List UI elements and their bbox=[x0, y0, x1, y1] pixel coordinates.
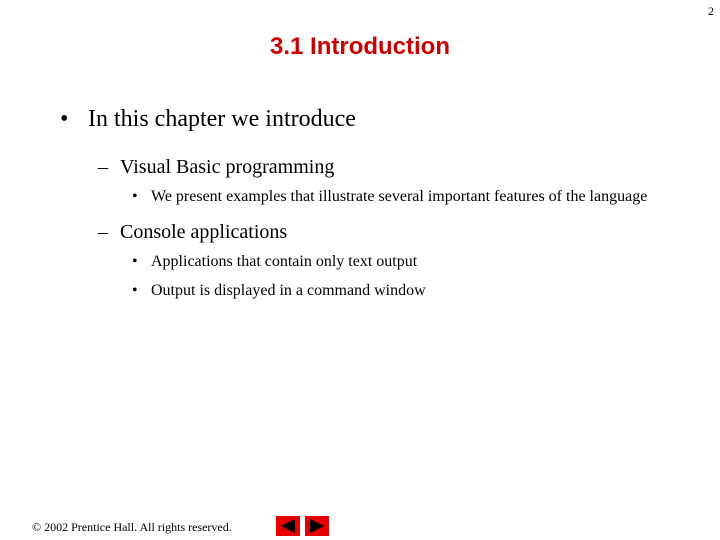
bullet-marker: • bbox=[132, 282, 138, 299]
dash-marker: – bbox=[98, 156, 108, 178]
page-number: 2 bbox=[708, 4, 714, 18]
bullet-text: In this chapter we introduce bbox=[88, 106, 356, 132]
copyright-text: 2002 Prentice Hall. All rights reserved. bbox=[44, 520, 232, 534]
slide-title: 3.1 Introduction bbox=[270, 33, 450, 60]
bullet-marker: • bbox=[60, 106, 69, 132]
copyright-symbol: © bbox=[32, 520, 42, 534]
bullet-text: We present examples that illustrate several important features of the language bbox=[151, 188, 648, 205]
bullet-text: Console applications bbox=[120, 221, 288, 243]
bullet-text: Visual Basic programming bbox=[120, 156, 335, 178]
bullet-visual-basic bbox=[98, 154, 720, 180]
bullet-chapter-intro bbox=[60, 104, 720, 134]
bullet-text: Applications that contain only text output bbox=[151, 253, 418, 270]
bullet-text: Output is displayed in a command window bbox=[151, 282, 426, 299]
bullet-text-output bbox=[132, 251, 661, 272]
slide-navigation bbox=[276, 516, 329, 536]
footer-copyright bbox=[32, 520, 232, 534]
bullet-marker: • bbox=[132, 188, 138, 205]
bullet-console-applications bbox=[98, 219, 720, 245]
bullet-marker: • bbox=[132, 253, 138, 270]
next-slide-button[interactable] bbox=[305, 516, 329, 536]
bullet-command-window bbox=[132, 280, 661, 301]
bullet-list bbox=[0, 104, 720, 301]
dash-marker: – bbox=[98, 221, 108, 243]
bullet-examples bbox=[132, 186, 661, 207]
previous-slide-button[interactable] bbox=[276, 516, 300, 536]
